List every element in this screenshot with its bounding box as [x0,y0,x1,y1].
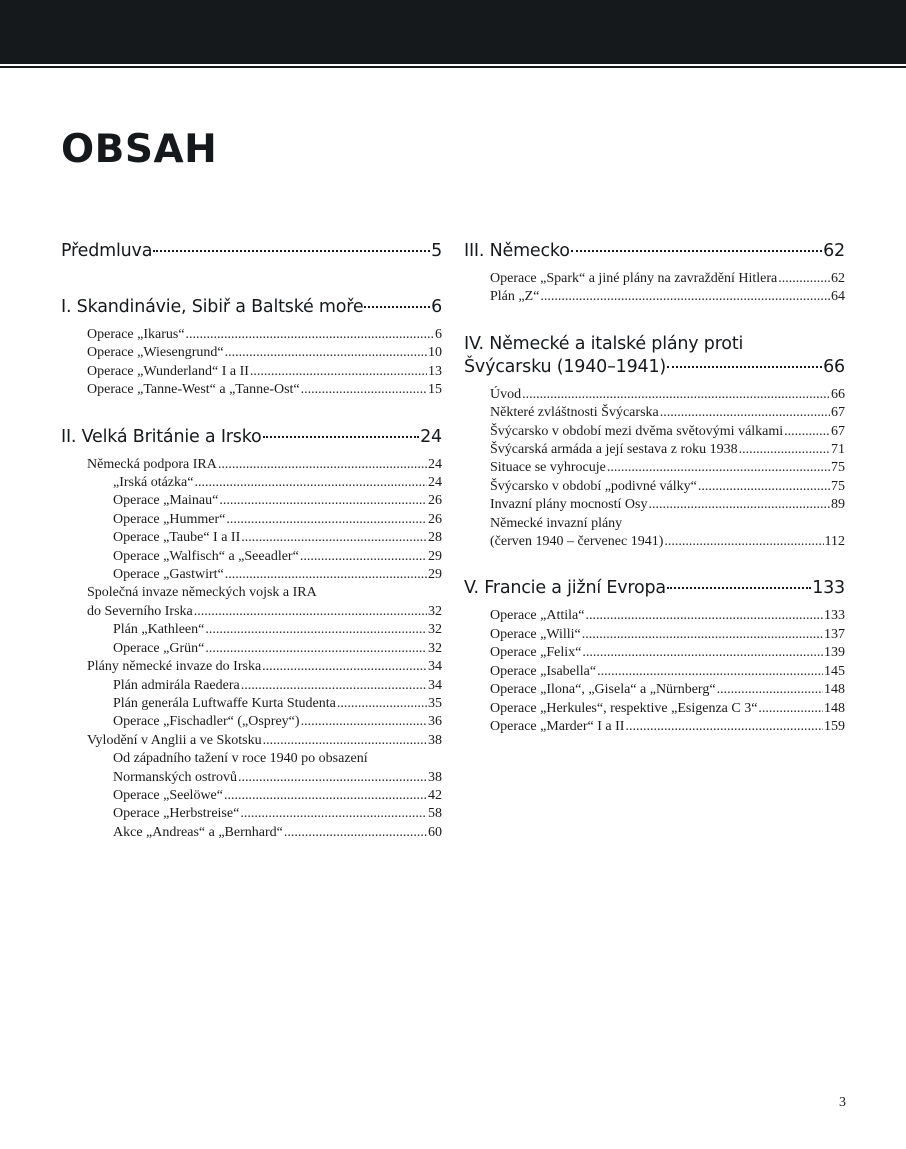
dot-leader [250,363,427,381]
toc-entries-francie [464,607,845,736]
dot-leader [224,787,427,805]
entry-title: Operace „Willi“ [490,626,581,642]
entry-title: Švýcarská armáda a její sestava z roku 1938 [490,442,738,458]
toc-entry[interactable] [61,566,442,584]
entry-title: Operace „Mainau“ [113,493,219,509]
dot-leader [597,663,823,681]
dot-leader [758,700,823,718]
toc-entry[interactable] [61,381,442,399]
entry-page: 38 [428,769,442,785]
toc-right-column [464,240,845,736]
dot-leader [205,621,427,639]
dot-leader [238,769,427,787]
entry-title: Akce „Andreas“ a „Bernhard“ [113,824,283,840]
toc-entry[interactable] [464,533,845,551]
dot-leader [582,626,823,644]
dot-leader [717,681,823,699]
entry-page: 36 [428,714,442,730]
entry-title: Operace „Ilona“, „Gisela“ a „Nürnberg“ [490,682,716,698]
dot-leader [263,732,427,750]
entry-title: (červen 1940 – červenec 1941) [490,534,664,550]
dot-leader [571,250,822,252]
toc-entries-nemecko [464,270,845,307]
entry-page: 66 [831,386,845,402]
section-title-line2: Švýcarsku (1940–1941) [464,356,667,377]
entry-page: 133 [824,608,845,624]
entry-title: Situace se vyhrocuje [490,460,606,476]
toc-entry[interactable] [61,769,442,787]
entry-page: 24 [428,475,442,491]
page-number: 3 [839,1095,846,1110]
toc-entry[interactable] [464,441,845,459]
toc-entry[interactable] [61,713,442,731]
toc-entry[interactable] [61,344,442,362]
entry-title: Operace „Gastwirt“ [113,567,224,583]
entry-title: Vylodění v Anglii a ve Skotsku [87,732,262,748]
toc-section-velka-britanie[interactable] [61,426,442,449]
toc-section-francie[interactable] [464,577,845,600]
toc-entry[interactable] [61,621,442,639]
dot-leader [301,713,427,731]
section-title: I. Skandinávie, Sibiř a Baltské moře [61,297,364,317]
section-title: V. Francie a jižní Evropa [464,578,666,599]
entry-title: Operace „Grün“ [113,640,205,656]
entry-page: 24 [428,456,442,472]
toc-section-nemecko[interactable] [464,240,845,263]
dot-leader [241,529,427,547]
toc-entry[interactable] [61,492,442,510]
entry-page: 29 [428,548,442,564]
page-title: OBSAH [61,127,218,172]
entry-page: 15 [428,382,442,398]
entry-title: Operace „Seelöwe“ [113,787,223,803]
entry-page: 13 [428,363,442,379]
dot-leader [784,423,830,441]
toc-entry-line[interactable]: Od západního tažení v roce 1940 po obsazení [113,751,368,767]
section-title: III. Německo [464,241,570,261]
dot-leader [607,459,830,477]
toc-entry[interactable] [464,644,845,662]
dot-leader [205,640,427,658]
toc-entry[interactable] [61,658,442,676]
dot-leader [778,270,830,288]
dot-leader [153,250,430,252]
toc-section-skandinavie[interactable] [61,296,442,319]
dot-leader [648,496,830,514]
toc-entry[interactable] [464,681,845,699]
toc-entry-line[interactable]: Společná invaze německých vojsk a IRA [87,585,317,601]
toc-entry[interactable] [61,695,442,713]
section-page: 24 [420,426,442,447]
entry-page: 75 [831,478,845,494]
toc-entry[interactable] [61,603,442,621]
entry-title: Operace „Ikarus“ [87,327,185,342]
dot-leader [585,607,823,625]
section-page: 133 [812,578,845,599]
entry-page: 75 [831,460,845,476]
dot-leader [240,805,427,823]
toc-entry[interactable] [61,363,442,381]
dot-leader [226,511,427,529]
toc-entry[interactable] [464,663,845,681]
toc-entry[interactable] [464,270,845,288]
section-title: II. Velká Británie a Irsko [61,426,262,447]
entry-page: 89 [831,497,845,513]
dot-leader [364,306,430,308]
toc-entry[interactable] [61,824,442,842]
toc-entries-skandinavie [61,326,442,400]
entry-title: Švýcarsko v období mezi dvěma světovými válkami [490,423,784,439]
section-page: 66 [823,356,845,377]
entry-page: 26 [428,511,442,527]
entry-page: 26 [428,493,442,509]
entry-title: Úvod [490,386,522,402]
toc-entry[interactable] [464,478,845,496]
dot-leader [667,587,811,589]
entry-title: Plán generála Luftwaffe Kurta Studenta [113,695,336,711]
header-band [0,0,906,64]
entry-page: 32 [428,622,442,638]
entry-page: 34 [428,659,442,675]
entry-page: 60 [428,824,442,840]
toc-entry[interactable] [61,548,442,566]
entry-page: 42 [428,787,442,803]
toc-entry[interactable] [464,404,845,422]
entry-title: Operace „Isabella“ [490,663,597,679]
entry-page: 32 [428,603,442,619]
entry-page: 58 [428,806,442,822]
dot-leader [219,492,427,510]
toc-entry-line[interactable]: Německé invazní plány [490,515,623,531]
dot-leader [301,381,427,399]
entry-page: 64 [831,289,845,305]
toc-section-predmluva[interactable] [61,240,442,263]
entry-title: Operace „Walfisch“ a „Seeadler“ [113,548,299,564]
section-title-line1: IV. Německé a italské plány proti [464,333,744,354]
entry-title: „Irská otázka“ [113,475,194,491]
entry-title: Plán „Kathleen“ [113,622,205,638]
entry-page: 10 [428,345,442,361]
toc-entry[interactable] [464,386,845,404]
dot-leader [664,533,823,551]
dot-leader [625,718,823,736]
entry-page: 137 [824,626,845,642]
toc-entry[interactable] [61,787,442,805]
dot-leader [698,478,830,496]
entry-page: 148 [824,700,845,716]
dot-leader [739,441,830,459]
toc-entry[interactable] [61,677,442,695]
entry-page: 35 [428,695,442,711]
entry-title: Operace „Felix“ [490,645,582,661]
dot-leader [522,386,830,404]
dot-leader [218,456,427,474]
header-rule [0,66,906,68]
entry-page: 145 [824,663,845,679]
toc-entry[interactable] [61,732,442,750]
entry-title: Operace „Herkules“, respektive „Esigenza C 3“ [490,700,758,716]
dot-leader [194,603,427,621]
toc-entry[interactable] [464,496,845,514]
dot-leader [337,695,427,713]
entry-title: Švýcarsko v období „podivné války“ [490,478,697,494]
toc-entry[interactable] [61,805,442,823]
entry-page: 148 [824,682,845,698]
entry-page: 29 [428,567,442,583]
entry-page: 71 [831,442,845,458]
toc-entries-svycarsko [464,386,845,552]
dot-leader [284,824,427,842]
toc-entry[interactable] [464,626,845,644]
entry-page: 28 [428,530,442,546]
dot-leader [186,326,434,344]
dot-leader [582,644,823,662]
entry-title: Operace „Herbstreise“ [113,806,240,822]
entry-title: Operace „Wunderland“ I a II [87,363,249,379]
entry-page: 38 [428,732,442,748]
dot-leader [194,474,427,492]
entry-title: do Severního Irska [87,603,193,619]
entry-title: Plány německé invaze do Irska [87,659,262,675]
toc-entry[interactable] [464,423,845,441]
entry-title: Invazní plány mocností Osy [490,497,648,513]
section-title: Předmluva [61,241,153,261]
section-page: 5 [431,241,442,261]
entry-title: Operace „Hummer“ [113,511,226,527]
entry-page: 112 [824,534,845,550]
toc-entry[interactable] [464,718,845,736]
toc-entry[interactable] [61,474,442,492]
toc-left-column [61,240,442,842]
entry-page: 34 [428,677,442,693]
toc-section-svycarsko[interactable] [464,333,845,379]
dot-leader [667,366,822,368]
entry-page: 67 [831,405,845,421]
toc-entry[interactable] [464,459,845,477]
toc-entry[interactable] [464,288,845,306]
dot-leader [300,548,427,566]
toc-entry[interactable] [61,511,442,529]
entry-title: Normanských ostrovů [113,769,238,785]
entry-page: 32 [428,640,442,656]
dot-leader [225,344,427,362]
entry-title: Operace „Marder“ I a II [490,718,625,734]
dot-leader [262,658,427,676]
entry-page: 139 [824,645,845,661]
entry-title: Operace „Spark“ a jiné plány na zavraždění Hitlera [490,271,778,286]
dot-leader [225,566,427,584]
toc-entry[interactable] [61,640,442,658]
toc-entry[interactable] [61,529,442,547]
entry-page: 6 [435,327,442,342]
entry-title: Operace „Tanne-West“ a „Tanne-Ost“ [87,382,300,398]
entry-title: Operace „Attila“ [490,608,585,624]
toc-entries-velka-britanie [61,456,442,843]
entry-title: Operace „Wiesengrund“ [87,345,224,361]
toc-entry[interactable] [61,456,442,474]
toc-entry[interactable] [464,607,845,625]
toc-entry[interactable] [464,700,845,718]
entry-page: 67 [831,423,845,439]
entry-page: 62 [831,271,845,286]
entry-title: Plán „Z“ [490,289,540,305]
dot-leader [241,677,427,695]
section-page: 62 [823,241,845,261]
entry-title: Plán admirála Raedera [113,677,240,693]
entry-title: Operace „Fischadler“ („Osprey“) [113,714,300,730]
section-page: 6 [431,297,442,317]
entry-title: Operace „Taube“ I a II [113,530,241,546]
entry-page: 159 [824,718,845,734]
entry-title: Německá podpora IRA [87,456,217,472]
dot-leader [263,436,420,438]
dot-leader [540,288,830,306]
entry-title: Některé zvláštnosti Švýcarska [490,405,659,421]
toc-entry[interactable] [61,326,442,344]
dot-leader [660,404,830,422]
